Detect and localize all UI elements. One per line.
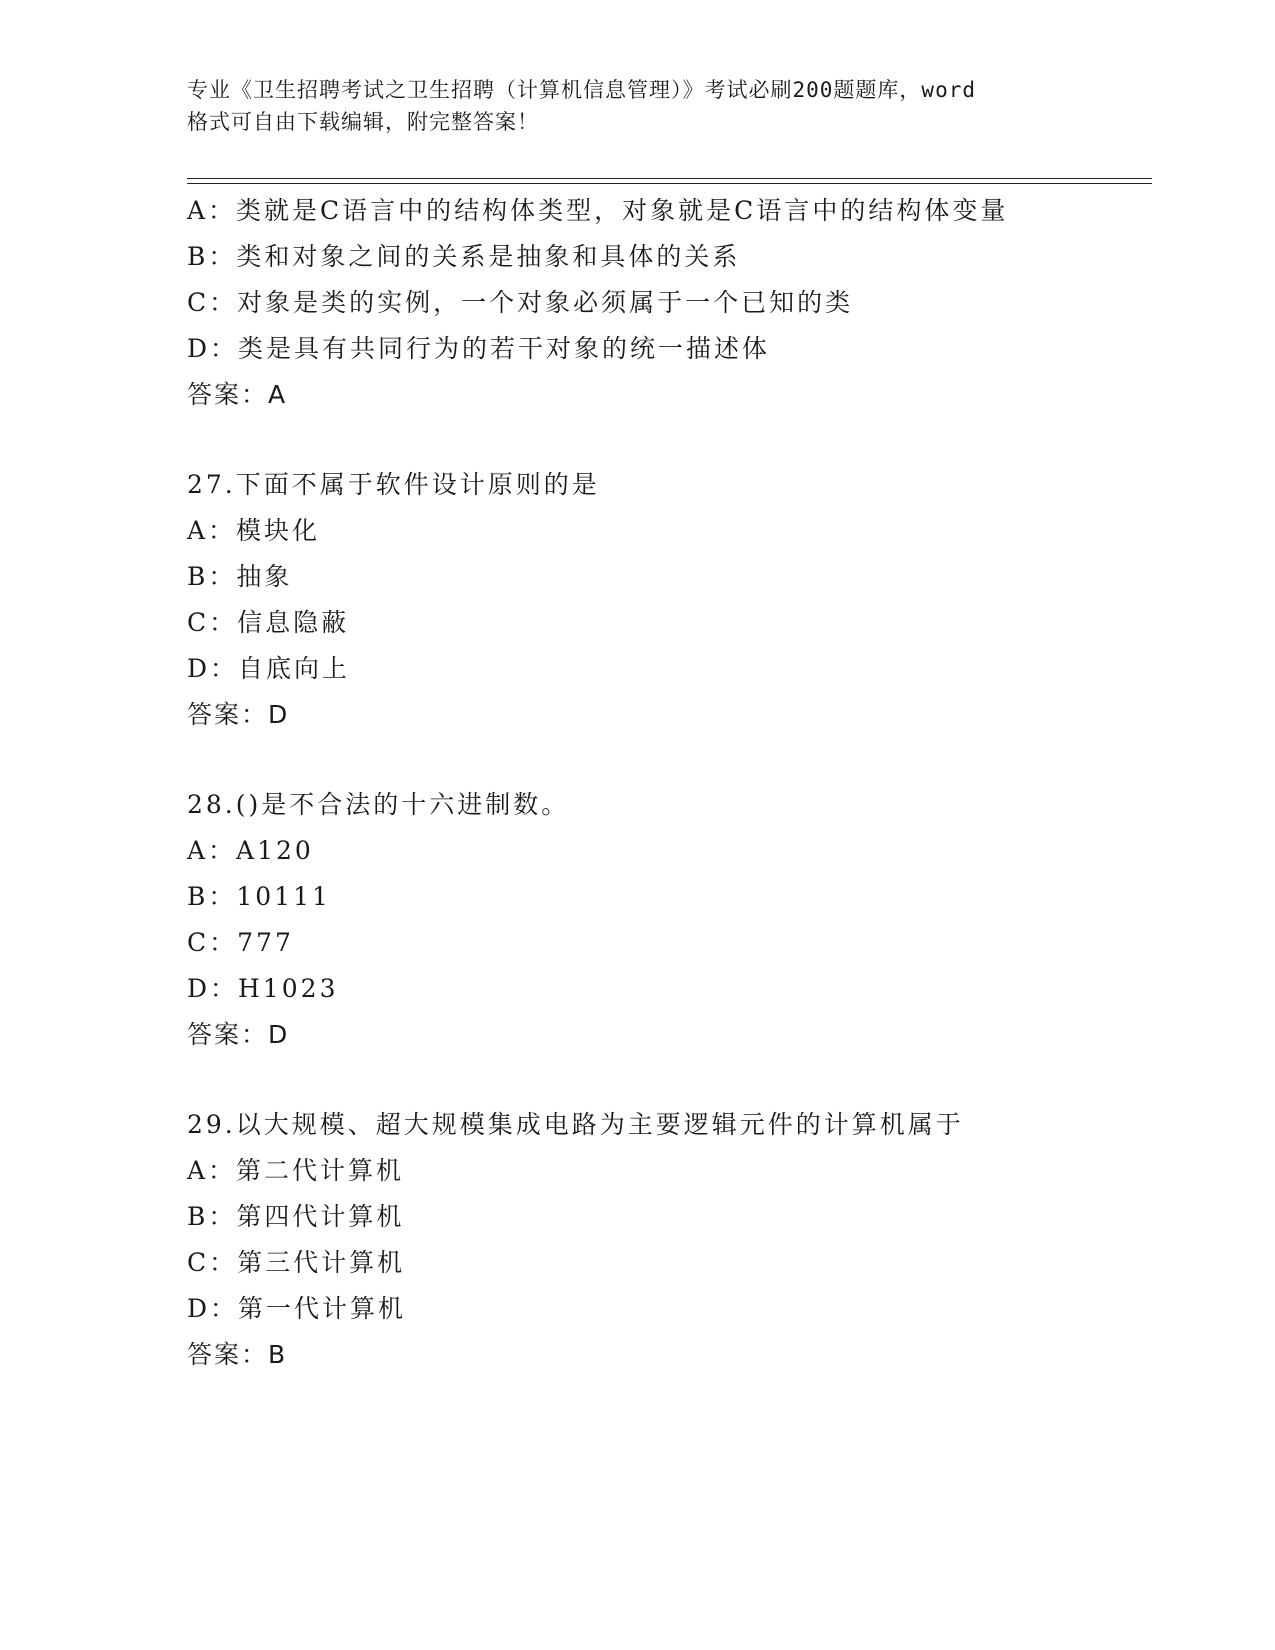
option-b: B：抽象 xyxy=(187,562,293,591)
question-28 xyxy=(187,782,1167,1058)
option-b: B：类和对象之间的关系是抽象和具体的关系 xyxy=(187,242,741,271)
spacer xyxy=(187,1058,1167,1102)
document-header xyxy=(187,74,1087,138)
header-divider-top xyxy=(187,178,1152,179)
question-26-continued xyxy=(187,188,1167,418)
question-text: 27.下面不属于软件设计原则的是 xyxy=(187,470,600,499)
option-c: C：信息隐蔽 xyxy=(187,608,350,637)
question-27 xyxy=(187,462,1167,738)
option-c: C：第三代计算机 xyxy=(187,1248,406,1277)
option-c: C：777 xyxy=(187,928,294,957)
option-d: D：类是具有共同行为的若干对象的统一描述体 xyxy=(187,334,771,363)
option-a: A：A120 xyxy=(187,836,314,865)
header-divider-bottom xyxy=(187,183,1152,184)
option-c: C：对象是类的实例，一个对象必须属于一个已知的类 xyxy=(187,288,854,317)
answer-line: 答案：A xyxy=(187,380,288,409)
question-text: 28.()是不合法的十六进制数。 xyxy=(187,790,570,819)
question-list xyxy=(187,188,1167,1378)
spacer xyxy=(187,738,1167,782)
option-a: A：模块化 xyxy=(187,516,321,545)
option-d: D：第一代计算机 xyxy=(187,1294,407,1323)
answer-line: 答案：B xyxy=(187,1340,288,1369)
question-text: 29.以大规模、超大规模集成电路为主要逻辑元件的计算机属于 xyxy=(187,1110,964,1139)
header-line-1: 专业《卫生招聘考试之卫生招聘（计算机信息管理）》考试必刷200题题库，word xyxy=(187,78,976,102)
option-d: D：H1023 xyxy=(187,974,339,1003)
option-d: D：自底向上 xyxy=(187,654,351,683)
header-line-2: 格式可自由下载编辑，附完整答案！ xyxy=(187,110,539,134)
option-a: A：类就是C语言中的结构体类型，对象就是C语言中的结构体变量 xyxy=(187,196,1009,225)
answer-line: 答案：D xyxy=(187,700,290,729)
option-b: B：10111 xyxy=(187,882,331,911)
answer-line: 答案：D xyxy=(187,1020,290,1049)
question-29 xyxy=(187,1102,1167,1378)
spacer xyxy=(187,418,1167,462)
option-b: B：第四代计算机 xyxy=(187,1202,405,1231)
option-a: A：第二代计算机 xyxy=(187,1156,405,1185)
